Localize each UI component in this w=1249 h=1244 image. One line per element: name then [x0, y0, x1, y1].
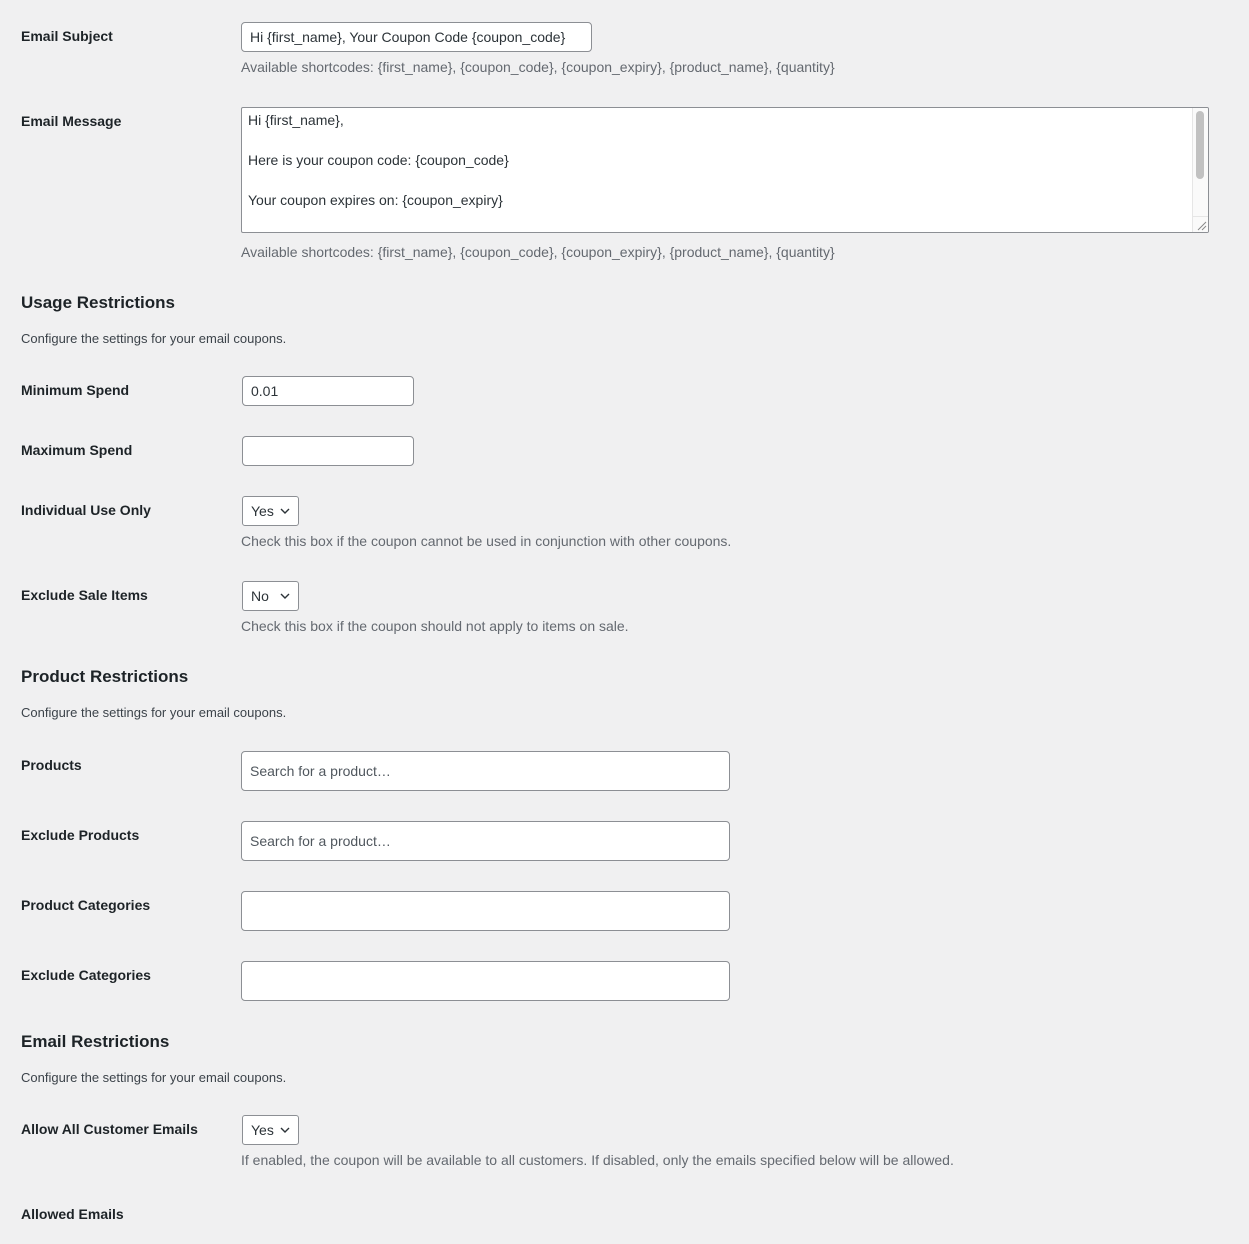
exclude-categories-input[interactable]	[241, 961, 730, 1001]
exclude-sale-items-label: Exclude Sale Items	[21, 587, 148, 603]
maximum-spend-label: Maximum Spend	[21, 442, 133, 458]
exclude-sale-items-value: No	[251, 588, 269, 604]
email-subject-label: Email Subject	[21, 28, 113, 44]
allow-all-customer-emails-help: If enabled, the coupon will be available to all customers. If disabled, only the emails specified below will be allowed.	[241, 1152, 954, 1168]
maximum-spend-input[interactable]	[242, 436, 414, 466]
products-search-input[interactable]: Search for a product…	[241, 751, 730, 791]
product-restrictions-description: Configure the settings for your email coupons.	[21, 705, 287, 720]
resize-grip-icon[interactable]	[1193, 216, 1208, 232]
scrollbar-thumb[interactable]	[1196, 111, 1204, 179]
product-categories-input[interactable]	[241, 891, 730, 931]
email-message-line: Your coupon expires on: {coupon_expiry}	[248, 192, 503, 208]
chevron-down-icon	[280, 1125, 290, 1135]
product-restrictions-heading: Product Restrictions	[21, 667, 189, 686]
exclude-categories-label: Exclude Categories	[21, 967, 151, 983]
individual-use-only-value: Yes	[251, 503, 274, 519]
email-message-help: Available shortcodes: {first_name}, {coupon_code}, {coupon_expiry}, {product_name}, {quantity}	[241, 244, 835, 260]
allow-all-customer-emails-select[interactable]	[242, 1115, 299, 1145]
email-restrictions-description: Configure the settings for your email coupons.	[21, 1070, 287, 1085]
allow-all-customer-emails-label: Allow All Customer Emails	[21, 1121, 198, 1137]
email-message-label: Email Message	[21, 113, 122, 129]
individual-use-only-help: Check this box if the coupon cannot be used in conjunction with other coupons.	[241, 533, 732, 549]
individual-use-only-select[interactable]	[242, 496, 299, 526]
usage-restrictions-description: Configure the settings for your email coupons.	[21, 331, 287, 346]
exclude-sale-items-help: Check this box if the coupon should not apply to items on sale.	[241, 618, 629, 634]
usage-restrictions-heading: Usage Restrictions	[21, 293, 175, 312]
allowed-emails-label: Allowed Emails	[21, 1206, 124, 1222]
exclude-sale-items-select[interactable]	[242, 581, 299, 611]
minimum-spend-input[interactable]: 0.01	[242, 376, 414, 406]
email-subject-help: Available shortcodes: {first_name}, {coupon_code}, {coupon_expiry}, {product_name}, {quantity}	[241, 59, 835, 75]
allow-all-customer-emails-value: Yes	[251, 1122, 274, 1138]
email-restrictions-heading: Email Restrictions	[21, 1032, 170, 1051]
email-message-line: Here is your coupon code: {coupon_code}	[248, 152, 509, 168]
minimum-spend-label: Minimum Spend	[21, 382, 130, 398]
products-label: Products	[21, 757, 82, 773]
individual-use-only-label: Individual Use Only	[21, 502, 151, 518]
email-message-textarea[interactable]	[241, 107, 1209, 233]
exclude-products-label: Exclude Products	[21, 827, 140, 843]
chevron-down-icon	[280, 506, 290, 516]
textarea-scrollbar[interactable]	[1192, 108, 1208, 232]
product-categories-label: Product Categories	[21, 897, 151, 913]
email-message-line: Hi {first_name},	[248, 112, 344, 128]
chevron-down-icon	[280, 591, 290, 601]
email-subject-input[interactable]: Hi {first_name}, Your Coupon Code {coupon_code}	[241, 22, 592, 52]
exclude-products-search-input[interactable]: Search for a product…	[241, 821, 730, 861]
